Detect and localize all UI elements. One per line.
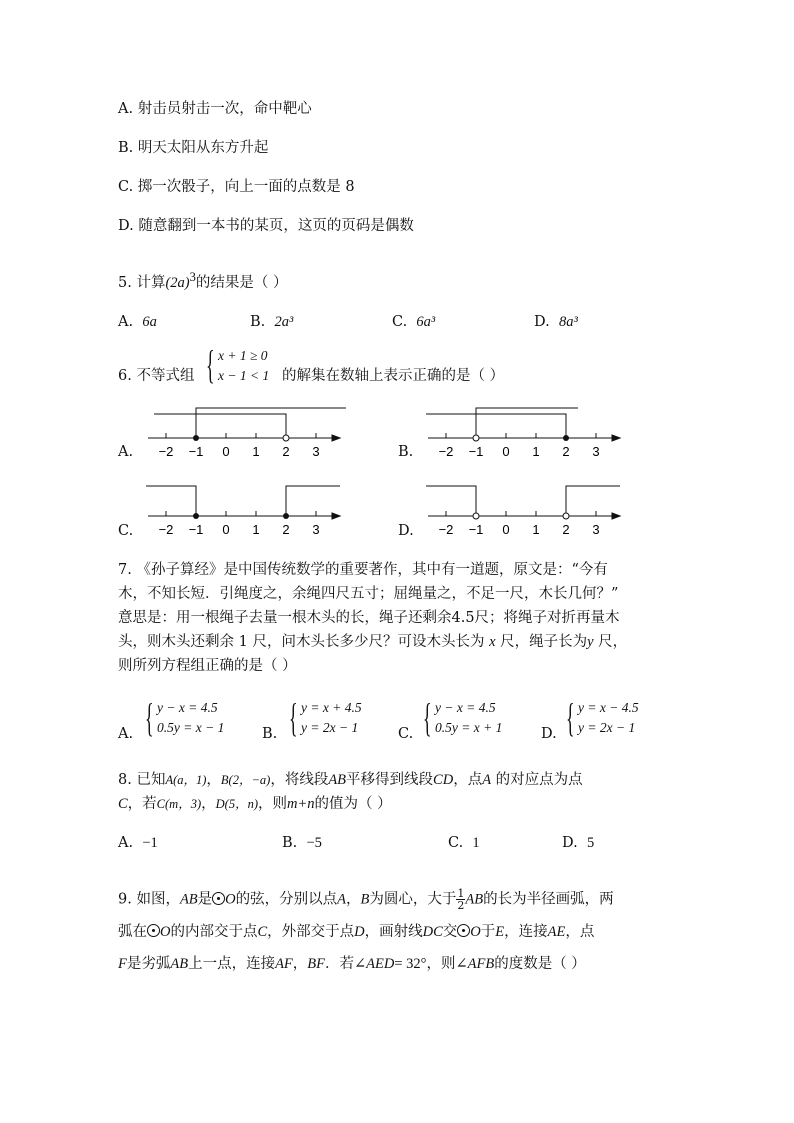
q7-brace-a: { bbox=[145, 695, 154, 740]
tick-label: 1 bbox=[252, 444, 260, 459]
q7-label-a: A. bbox=[118, 726, 134, 742]
tick-label: 2 bbox=[562, 444, 570, 459]
q7-c-eq1: y − x = 4.5 bbox=[435, 700, 496, 715]
tick-label: 1 bbox=[532, 522, 540, 537]
q5-expression: (2a) bbox=[165, 274, 190, 291]
q7-label-b: B. bbox=[262, 726, 278, 742]
tick-label: 3 bbox=[312, 522, 320, 537]
tick-label: −1 bbox=[188, 522, 204, 537]
q8-line-2: C，若C(m，3)，D(5，n)，则m+n的值为（ ） bbox=[118, 796, 392, 812]
circle-dot-icon bbox=[147, 924, 160, 937]
q7-brace-d: { bbox=[566, 695, 575, 740]
q6-label-b: B. bbox=[398, 444, 414, 460]
q6-inequality-2: x − 1 < 1 bbox=[218, 368, 270, 383]
q6-inequality-1: x + 1 ≥ 0 bbox=[218, 348, 268, 363]
q4-option-d: D. 随意翻到一本书的某页，这页的页码是偶数 bbox=[118, 218, 414, 234]
q9-line-3: F是劣弧AB上一点，连接AF，BF．若∠AED= 32°，则∠AFB的度数是（ ） bbox=[118, 956, 586, 972]
tick-label: −1 bbox=[188, 444, 204, 459]
tick-label: −1 bbox=[468, 522, 484, 537]
q7-line-1: 7. 《孙子算经》是中国传统数学的重要著作，其中有一道题，原文是：“今有 bbox=[118, 562, 608, 578]
q4-option-a: A. 射击员射击一次，命中靶心 bbox=[118, 101, 312, 117]
circle-dot-icon bbox=[212, 892, 225, 905]
q7-a-eq1: y − x = 4.5 bbox=[157, 700, 218, 715]
tick-label: 0 bbox=[502, 522, 510, 537]
q7-d-eq1: y = x − 4.5 bbox=[578, 700, 639, 715]
q5-option-a: A. 6a bbox=[118, 314, 157, 330]
q5-option-c: C. 6a³ bbox=[392, 314, 436, 330]
tick-label: 0 bbox=[502, 444, 510, 459]
q7-line-3: 意思是：用一根绳子去量一根木头的长，绳子还剩余4.5尺；将绳子对折再量木 bbox=[118, 610, 620, 626]
q7-brace-c: { bbox=[423, 695, 432, 740]
tick-label: 2 bbox=[562, 522, 570, 537]
tick-label: 0 bbox=[222, 522, 230, 537]
q9-line-2: 弧在 O的内部交于点C，外部交于点D，画射线DC交 O于E，连接AE，点 bbox=[118, 924, 595, 940]
q7-b-eq1: y = x + 4.5 bbox=[301, 700, 362, 715]
q7-c-eq2: 0.5y = x + 1 bbox=[435, 720, 503, 735]
q7-label-d: D. bbox=[541, 726, 557, 742]
q6-numberline-d bbox=[420, 478, 630, 542]
q6-numberline-c bbox=[140, 478, 350, 542]
q7-line-2: 木，不知长短．引绳度之，余绳四尺五寸；屈绳量之，不足一尺，木长几何？” bbox=[118, 586, 619, 602]
tick-label: −1 bbox=[468, 444, 484, 459]
q7-brace-b: { bbox=[289, 695, 298, 740]
tick-label: −2 bbox=[438, 522, 454, 537]
q5-stem: 5. 计算$(2a)^3$的结果是（ ） bbox=[118, 270, 288, 291]
tick-label: 3 bbox=[592, 522, 600, 537]
tick-label: 0 bbox=[222, 444, 230, 459]
q8-line-1: 8. 已知A(a，1)，B(2，−a)，将线段AB平移得到线段CD，点A 的对应点为点 bbox=[118, 772, 583, 788]
tick-label: 1 bbox=[252, 522, 260, 537]
q7-d-eq2: y = 2x − 1 bbox=[578, 720, 636, 735]
fraction-half: $\frac{1}{2}$ bbox=[457, 887, 465, 912]
q4-option-b: B. 明天太阳从东方升起 bbox=[118, 140, 269, 156]
q6-stem-prefix: 6. 不等式组 bbox=[118, 368, 195, 384]
q6-label-d: D. bbox=[398, 523, 414, 539]
tick-label: −2 bbox=[158, 522, 174, 537]
tick-label: −2 bbox=[158, 444, 174, 459]
tick-label: 3 bbox=[592, 444, 600, 459]
tick-label: 2 bbox=[282, 444, 290, 459]
q7-a-eq2: 0.5y = x − 1 bbox=[157, 720, 225, 735]
q8-option-b: B. −5 bbox=[282, 835, 322, 851]
tick-label: 3 bbox=[312, 444, 320, 459]
q6-label-c: C. bbox=[118, 523, 134, 539]
q6-stem-suffix: 的解集在数轴上表示正确的是（ ） bbox=[282, 368, 505, 384]
q4-option-c: C. 掷一次骰子，向上一面的点数是 8 bbox=[118, 179, 355, 195]
q7-b-eq2: y = 2x − 1 bbox=[301, 720, 359, 735]
q5-option-d: D. 8a³ bbox=[534, 314, 578, 330]
q6-label-a: A. bbox=[118, 444, 134, 460]
q7-line-5: 则所列方程组正确的是（ ） bbox=[118, 658, 297, 674]
q6-numberline-a bbox=[140, 400, 350, 464]
tick-label: 2 bbox=[282, 522, 290, 537]
q9-line-1: 9. 如图，AB是 O的弦，分别以点A，B为圆心，大于 $\frac{1}{2}$ AB的长为半径画弧，两 bbox=[118, 887, 614, 912]
circle-dot-icon bbox=[457, 924, 470, 937]
q5-exponent: 3 bbox=[189, 270, 196, 284]
q8-option-c: C. 1 bbox=[448, 835, 480, 851]
q7-line-4: 头，则木头还剩余 1 尺，问木头长多少尺？可设木头长为 x 尺，绳子长为y 尺， bbox=[118, 634, 628, 650]
q8-option-d: D. 5 bbox=[562, 835, 595, 851]
q6-numberline-b bbox=[420, 400, 630, 464]
tick-label: −2 bbox=[438, 444, 454, 459]
q8-option-a: A. −1 bbox=[118, 835, 158, 851]
q6-brace: { bbox=[206, 342, 215, 387]
q5-option-b: B. 2a³ bbox=[250, 314, 294, 330]
tick-label: 1 bbox=[532, 444, 540, 459]
q7-label-c: C. bbox=[398, 726, 414, 742]
